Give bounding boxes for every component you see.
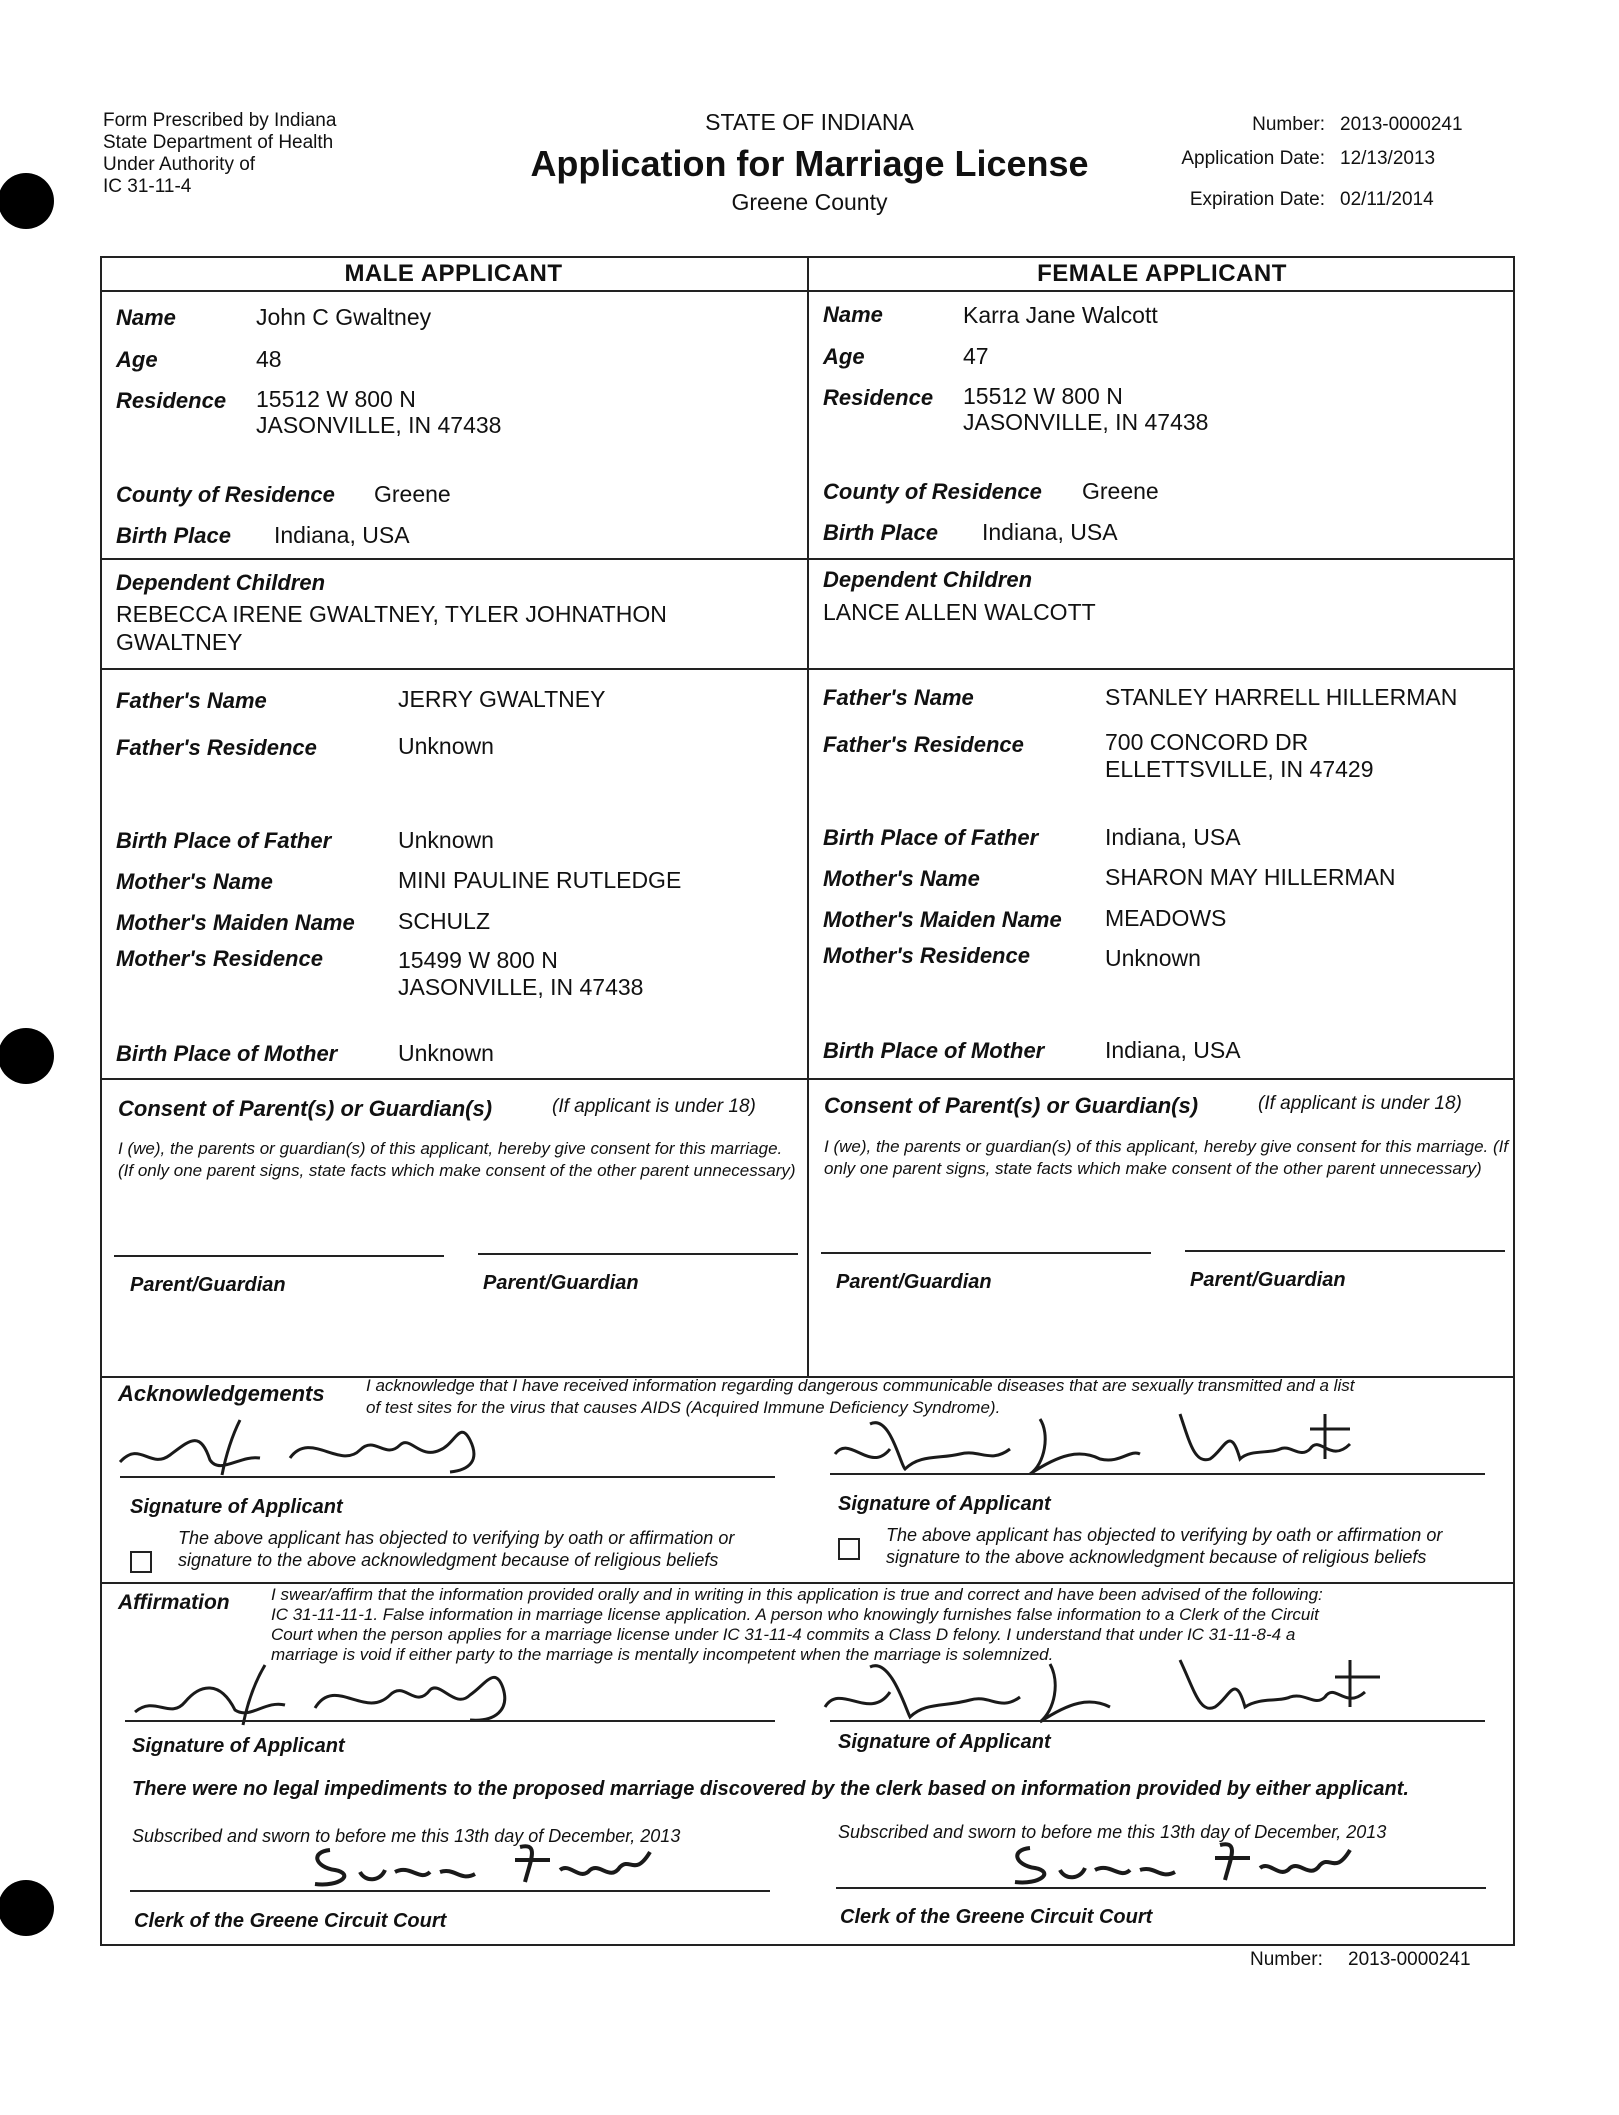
male-father-birth-place: Unknown — [398, 827, 494, 853]
female-birth-place: Indiana, USA — [982, 519, 1118, 545]
male-applicant-heading: MALE APPLICANT — [344, 260, 563, 287]
female-mother-name: SHARON MAY HILLERMAN — [1105, 864, 1396, 890]
column-divider — [807, 256, 809, 1376]
religious-objection-checkbox[interactable] — [130, 1551, 152, 1573]
name-label: Name — [823, 302, 883, 327]
number-label: Number: — [1252, 114, 1325, 135]
religious-objection-text: signature to the above acknowledgment because of religious beliefs — [178, 1550, 719, 1570]
birth-place-label: Birth Place — [823, 520, 938, 545]
mothers-residence-label: Mother's Residence — [823, 943, 1030, 968]
state-heading: STATE OF INDIANA — [705, 109, 914, 135]
signature-of-applicant-label: Signature of Applicant — [838, 1493, 1051, 1515]
form-authority-line: IC 31-11-4 — [103, 176, 192, 197]
residence-label: Residence — [116, 388, 227, 413]
parent-guardian-label: Parent/Guardian — [130, 1274, 286, 1296]
no-impediments-statement: There were no legal impediments to the proposed marriage discovered by the clerk based on information provided by either applicant. — [132, 1778, 1409, 1800]
signature-of-applicant-label: Signature of Applicant — [132, 1735, 345, 1757]
male-county: Greene — [374, 481, 451, 507]
clerk-signature-line — [130, 1890, 770, 1892]
birth-place-of-mother-label: Birth Place of Mother — [823, 1038, 1045, 1063]
parent-guardian-label: Parent/Guardian — [836, 1271, 992, 1293]
form-authority-line: State Department of Health — [103, 132, 334, 153]
number-value: 2013-0000241 — [1340, 114, 1463, 135]
signature-of-applicant-label: Signature of Applicant — [838, 1731, 1051, 1753]
religious-objection-text: The above applicant has objected to verifying by oath or affirmation or — [178, 1528, 735, 1548]
dependent-children-label: Dependent Children — [116, 570, 326, 595]
female-dependent-children: LANCE ALLEN WALCOTT — [823, 599, 1096, 625]
clerk-label: Clerk of the Greene Circuit Court — [840, 1906, 1153, 1928]
signature-line — [830, 1473, 1485, 1475]
expiration-date-label: Expiration Date: — [1189, 189, 1325, 210]
age-label: Age — [116, 347, 158, 372]
acknowledgements-text: I acknowledge that I have received information regarding dangerous communicable diseases that are sexually transmitted and a list — [366, 1376, 1355, 1395]
dependent-children-label: Dependent Children — [823, 567, 1033, 592]
female-signature-acknowledgement — [830, 1404, 1390, 1484]
acknowledgements-title: Acknowledgements — [118, 1381, 325, 1406]
affirmation-title: Affirmation — [118, 1591, 230, 1614]
fathers-name-label: Father's Name — [823, 685, 974, 710]
male-age: 48 — [256, 346, 282, 372]
male-dependent-children: REBECCA IRENE GWALTNEY, TYLER JOHNATHON — [116, 601, 667, 627]
male-mother-residence-line2: JASONVILLE, IN 47438 — [398, 974, 644, 1000]
male-signature-acknowledgement — [110, 1400, 510, 1480]
religious-objection-checkbox[interactable] — [838, 1538, 860, 1560]
county-heading: Greene County — [731, 189, 888, 215]
consent-title: Consent of Parent(s) or Guardian(s) — [118, 1096, 493, 1121]
religious-objection-text: signature to the above acknowledgment because of religious beliefs — [886, 1547, 1427, 1567]
male-mother-residence-line1: 15499 W 800 N — [398, 947, 558, 973]
subscribed-sworn-text: Subscribed and sworn to before me this 13th day of December, 2013 — [838, 1822, 1387, 1842]
age-label: Age — [823, 344, 865, 369]
parent-guardian-line — [1185, 1250, 1505, 1252]
male-mother-name: MINI PAULINE RUTLEDGE — [398, 867, 682, 893]
name-label: Name — [116, 305, 176, 330]
mothers-residence-label: Mother's Residence — [116, 946, 323, 971]
affirmation-text: marriage is void if either party to the marriage is mentally incompetent when the marriage is solemnized. — [271, 1645, 1054, 1664]
consent-text: I (we), the parents or guardian(s) of this applicant, hereby give consent for this marriage. (If only one parent signs, state facts which make consent of the other parent unnecessary) — [118, 1139, 796, 1180]
mothers-maiden-name-label: Mother's Maiden Name — [116, 910, 355, 935]
divider — [100, 1582, 1515, 1584]
male-residence-line1: 15512 W 800 N — [256, 386, 416, 412]
punch-hole-middle — [0, 1028, 54, 1084]
birth-place-label: Birth Place — [116, 523, 231, 548]
consent-text: I (we), the parents or guardian(s) of this applicant, hereby give consent for this marriage. (If only one parent signs, state facts which make consent of the other parent unnecessary) — [824, 1137, 1509, 1178]
form-authority-line: Under Authority of — [103, 154, 256, 175]
male-father-residence: Unknown — [398, 733, 494, 759]
female-mother-maiden-name: MEADOWS — [1105, 905, 1227, 931]
birth-place-of-father-label: Birth Place of Father — [823, 825, 1039, 850]
parent-guardian-line — [114, 1255, 444, 1257]
female-mother-birth-place: Indiana, USA — [1105, 1037, 1241, 1063]
male-mother-maiden-name: SCHULZ — [398, 908, 491, 934]
birth-place-of-mother-label: Birth Place of Mother — [116, 1041, 338, 1066]
male-signature-affirmation — [125, 1640, 545, 1730]
signature-of-applicant-label: Signature of Applicant — [130, 1496, 343, 1518]
female-age: 47 — [963, 343, 989, 369]
subscribed-sworn-text: Subscribed and sworn to before me this 13th day of December, 2013 — [132, 1826, 681, 1846]
mothers-name-label: Mother's Name — [116, 869, 273, 894]
female-father-birth-place: Indiana, USA — [1105, 824, 1241, 850]
consent-note: (If applicant is under 18) — [1258, 1093, 1462, 1114]
female-name: Karra Jane Walcott — [963, 302, 1158, 328]
female-county: Greene — [1082, 478, 1159, 504]
female-father-residence-line1: 700 CONCORD DR — [1105, 729, 1309, 755]
fathers-residence-label: Father's Residence — [116, 735, 317, 760]
parent-guardian-label: Parent/Guardian — [1190, 1269, 1346, 1291]
signature-line — [125, 1720, 775, 1722]
parent-guardian-line — [821, 1252, 1151, 1254]
clerk-signature — [1000, 1830, 1360, 1890]
mothers-name-label: Mother's Name — [823, 866, 980, 891]
female-residence-line2: JASONVILLE, IN 47438 — [963, 409, 1209, 435]
mothers-maiden-name-label: Mother's Maiden Name — [823, 907, 1062, 932]
parent-guardian-label: Parent/Guardian — [483, 1272, 639, 1294]
female-father-residence-line2: ELLETTSVILLE, IN 47429 — [1105, 756, 1374, 782]
consent-title: Consent of Parent(s) or Guardian(s) — [824, 1093, 1199, 1118]
punch-hole-bottom — [0, 1880, 54, 1936]
male-father-name: JERRY GWALTNEY — [398, 686, 606, 712]
female-applicant-heading: FEMALE APPLICANT — [1037, 260, 1287, 287]
birth-place-of-father-label: Birth Place of Father — [116, 828, 332, 853]
affirmation-text: I swear/affirm that the information provided orally and in writing in this application is true and correct and have been advised of the following: — [271, 1585, 1323, 1604]
expiration-date-value: 02/11/2014 — [1340, 189, 1434, 210]
signature-line — [830, 1720, 1485, 1722]
clerk-signature-line — [836, 1887, 1486, 1889]
fathers-name-label: Father's Name — [116, 688, 267, 713]
male-residence-line2: JASONVILLE, IN 47438 — [256, 412, 502, 438]
parent-guardian-line — [478, 1253, 798, 1255]
page-title: Application for Marriage License — [530, 143, 1089, 184]
county-of-residence-label: County of Residence — [823, 479, 1042, 504]
form-authority-line: Form Prescribed by Indiana — [103, 110, 337, 131]
male-birth-place: Indiana, USA — [274, 522, 410, 548]
religious-objection-text: The above applicant has objected to verifying by oath or affirmation or — [886, 1525, 1443, 1545]
female-father-name: STANLEY HARRELL HILLERMAN — [1105, 684, 1458, 710]
consent-note: (If applicant is under 18) — [552, 1096, 756, 1117]
county-of-residence-label: County of Residence — [116, 482, 335, 507]
application-date-value: 12/13/2013 — [1340, 148, 1436, 169]
male-mother-birth-place: Unknown — [398, 1040, 494, 1066]
clerk-signature — [300, 1832, 660, 1892]
application-date-label: Application Date: — [1181, 148, 1325, 169]
footer-number-label: Number: — [1250, 1949, 1323, 1970]
fathers-residence-label: Father's Residence — [823, 732, 1024, 757]
residence-label: Residence — [823, 385, 934, 410]
female-residence-line1: 15512 W 800 N — [963, 383, 1123, 409]
affirmation-text: IC 31-11-11-1. False information in marriage license application. A person who knowingly furnishes false information to a Clerk of the Circuit — [271, 1605, 1319, 1624]
female-mother-residence: Unknown — [1105, 945, 1201, 971]
acknowledgements-text: of test sites for the virus that causes AIDS (Acquired Immune Deficiency Syndrome). — [366, 1398, 1001, 1417]
affirmation-text: Court when the person applies for a marriage license under IC 31-11-4 commits a Class D felony. I understand that under IC 31-11-8-4 a — [271, 1625, 1296, 1644]
clerk-label: Clerk of the Greene Circuit Court — [134, 1910, 447, 1932]
male-dependent-children-cont: GWALTNEY — [116, 629, 243, 655]
male-name: John C Gwaltney — [256, 304, 432, 330]
footer-number-value: 2013-0000241 — [1348, 1949, 1471, 1970]
signature-line — [120, 1476, 775, 1478]
